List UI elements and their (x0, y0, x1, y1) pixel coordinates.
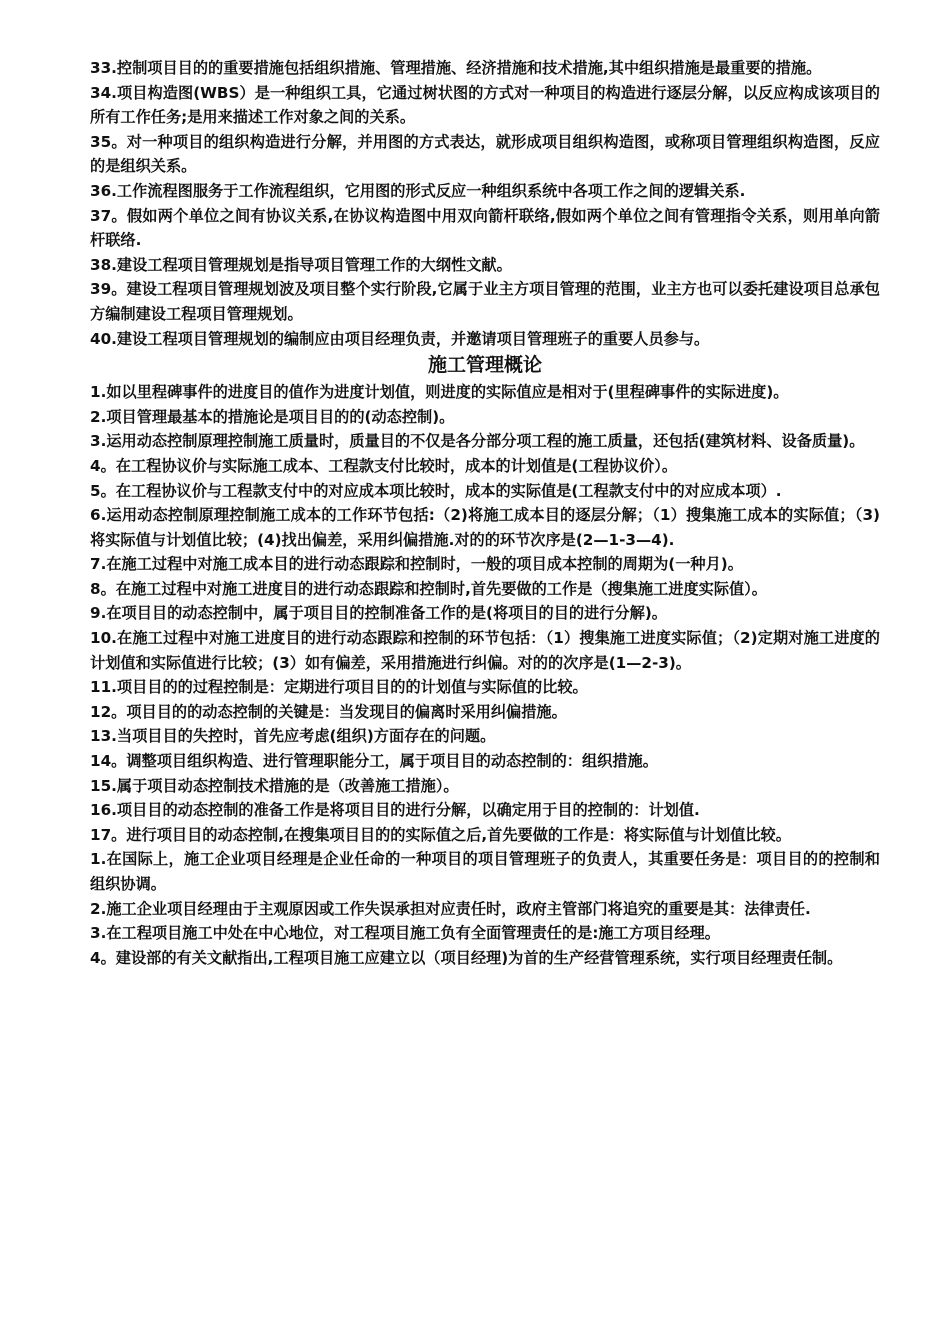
paragraph-item: 16.项目目的动态控制的准备工作是将项目目的进行分解，以确定用于目的控制的：计划值. (90, 801, 700, 820)
paragraph-item: 2.施工企业项目经理由于主观原因或工作失误承担对应责任时，政府主管部门将追究的重要是其：法律责任. (90, 899, 811, 918)
paragraph-item: 7.在施工过程中对施工成本目的进行动态跟踪和控制时，一般的项目成本控制的周期为(一种月)。 (90, 555, 743, 574)
paragraph-item: 11.项目目的的过程控制是：定期进行项目目的的计划值与实际值的比较。 (90, 678, 588, 697)
paragraph-item: 3.运用动态控制原理控制施工质量时，质量目的不仅是各分部分项工程的施工质量，还包括(建筑材料、设备质量)。 (90, 432, 865, 451)
document-page (90, 56, 880, 970)
paragraph-item: 9.在项目目的动态控制中，属于项目目的控制准备工作的是(将项目的目的进行分解)。 (90, 604, 667, 623)
section-items-project-management (90, 56, 880, 351)
paragraph-item: 10.在施工过程中对施工进度目的进行动态跟踪和控制的环节包括：（1）搜集施工进度实际值；（2)定期对施工进度的计划值和实际值进行比较；(3）如有偏差，采用措施进行纠偏。对的的次序是(1—2-3)。 (90, 629, 880, 672)
paragraph-item: 38.建设工程项目管理规划是指导项目管理工作的大纲性文献。 (90, 255, 512, 274)
paragraph-item: 33.控制项目目的的重要措施包括组织措施、管理措施、经济措施和技术措施,其中组织措施是最重要的措施。 (90, 59, 822, 77)
paragraph-item: 35。对一种项目的组织构造进行分解，并用图的方式表达，就形成项目组织构造图，或称项目管理组织构造图，反应的是组织关系。 (90, 132, 880, 176)
paragraph-item: 34.项目构造图(WBS）是一种组织工具，它通过树状图的方式对一种项目的构造进行逐层分解，以反应构成该项目的所有工作任务;是用来描述工作对象之间的关系。 (90, 83, 880, 127)
paragraph-item: 15.属于项目动态控制技术措施的是（改善施工措施）。 (90, 776, 459, 795)
paragraph-item: 6.运用动态控制原理控制施工成本的工作环节包括:（2)将施工成本目的逐层分解；（1）搜集施工成本的实际值；（3)将实际值与计划值比较；(4)找出偏差，采用纠偏措施.对的的环节次序是(2—1-3—4). (90, 506, 880, 549)
paragraph-item: 13.当项目目的失控时，首先应考虑(组织)方面存在的问题。 (90, 727, 496, 746)
paragraph-item: 14。调整项目组织构造、进行管理职能分工，属于项目目的动态控制的：组织措施。 (90, 752, 658, 771)
paragraph-item: 36.工作流程图服务于工作流程组织，它用图的形式反应一种组织系统中各项工作之间的逻辑关系. (90, 181, 746, 200)
paragraph-item: 1.如以里程碑事件的进度目的值作为进度计划值，则进度的实际值应是相对于(里程碑事件的实际进度)。 (90, 383, 789, 402)
paragraph-item: 1.在国际上，施工企业项目经理是企业任命的一种项目的项目管理班子的负责人，其重要任务是：项目目的的控制和组织协调。 (90, 850, 880, 893)
paragraph-item: 39。建设工程项目管理规划波及项目整个实行阶段,它属于业主方项目管理的范围，业主方也可以委托建设项目总承包方编制建设工程项目管理规划。 (90, 280, 880, 323)
paragraph-item: 37。假如两个单位之间有协议关系,在协议构造图中用双向箭杆联络,假如两个单位之间有管理指令关系，则用单向箭杆联络. (90, 206, 880, 250)
paragraph-item: 8。在施工过程中对施工进度目的进行动态跟踪和控制时,首先要做的工作是（搜集施工进度实际值）。 (90, 579, 767, 598)
section-items-construction-management (90, 380, 880, 970)
paragraph-item: 3.在工程项目施工中处在中心地位，对工程项目施工负有全面管理责任的是:施工方项目经理。 (90, 924, 720, 943)
section-heading: 施工管理概论 (427, 354, 542, 377)
paragraph-item: 4。建设部的有关文献指出,工程项目施工应建立以（项目经理)为首的生产经营管理系统，实行项目经理责任制。 (90, 948, 843, 967)
paragraph-item: 40.建设工程项目管理规划的编制应由项目经理负责，并邀请项目管理班子的重要人员参与。 (90, 329, 710, 348)
paragraph-item: 12。项目目的的动态控制的关键是：当发现目的偏离时采用纠偏措施。 (90, 702, 567, 721)
paragraph-item: 2.项目管理最基本的措施论是项目目的的(动态控制)。 (90, 407, 455, 426)
paragraph-item: 5。在工程协议价与工程款支付中的对应成本项比较时，成本的实际值是(工程款支付中的对应成本项）. (90, 481, 782, 500)
paragraph-item: 4。在工程协议价与实际施工成本、工程款支付比较时，成本的计划值是(工程协议价）。 (90, 456, 678, 475)
paragraph-item: 17。进行项目目的动态控制,在搜集项目目的的实际值之后,首先要做的工作是：将实际值与计划值比较。 (90, 825, 791, 844)
